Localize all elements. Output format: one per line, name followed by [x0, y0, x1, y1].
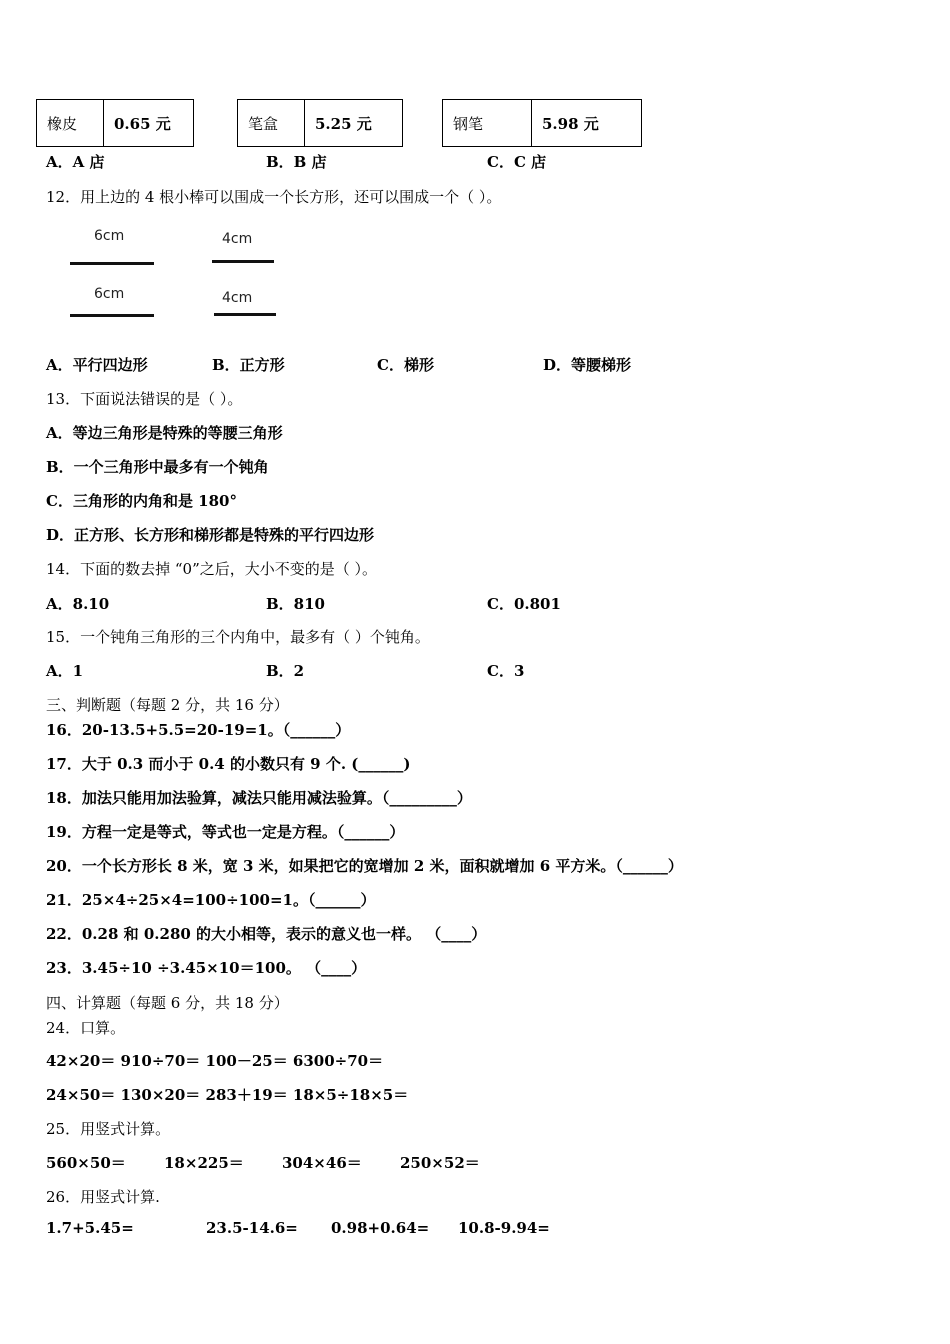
stick-label: 6cm	[94, 286, 125, 302]
stick-4cm	[212, 260, 274, 263]
judge-item-23: 23．3.45÷10 ÷3.45×10＝100。 （____）	[46, 959, 367, 977]
judge-item-16: 16．20-13.5+5.5=20-19=1。（______）	[46, 721, 351, 739]
q13-option-b: B．一个三角形中最多有一个钝角	[46, 458, 269, 476]
q11-option-b: B．B 店	[266, 153, 327, 171]
q26-item: 1.7+5.45=	[46, 1219, 134, 1237]
q15-question: 15．一个钝角三角形的三个内角中，最多有（ ）个钝角。	[46, 628, 430, 646]
judge-item-17: 17．大于 0.3 而小于 0.4 的小数只有 9 个. (______)	[46, 755, 411, 773]
q14-option-a: A．8.10	[46, 595, 110, 613]
q13-option-d: D．正方形、长方形和梯形都是特殊的平行四边形	[46, 526, 375, 544]
judge-item-18: 18．加法只能用加法验算，减法只能用减法验算。（_________）	[46, 789, 472, 807]
price-cell: 5.25 元	[305, 100, 403, 147]
section-heading-3: 三、判断题（每题 2 分，共 16 分）	[46, 696, 289, 714]
q11-option-c: C．C 店	[487, 153, 547, 171]
q12-option-a: A．平行四边形	[46, 356, 148, 374]
price-table-1	[36, 99, 194, 147]
q25-item: 560×50＝	[46, 1154, 126, 1172]
q26-item: 10.8-9.94=	[458, 1219, 550, 1237]
item-cell: 橡皮	[37, 100, 104, 147]
stick-label: 6cm	[94, 228, 125, 244]
q14-option-c: C．0.801	[487, 595, 561, 613]
q15-option-b: B．2	[266, 662, 305, 680]
q26-item: 23.5-14.6=	[206, 1219, 298, 1237]
q25-question: 25．用竖式计算。	[46, 1120, 171, 1138]
q24-row-2: 24×50＝ 130×20＝ 283＋19＝ 18×5÷18×5＝	[46, 1086, 409, 1104]
q25-item: 250×52＝	[400, 1154, 480, 1172]
price-table-3	[442, 99, 642, 147]
q25-item: 304×46＝	[282, 1154, 362, 1172]
judge-item-22: 22．0.28 和 0.280 的大小相等，表示的意义也一样。 （____）	[46, 925, 487, 943]
stick-6cm	[70, 262, 154, 265]
q15-option-c: C．3	[487, 662, 525, 680]
q12-question: 12．用上边的 4 根小棒可以围成一个长方形，还可以围成一个（ ）。	[46, 188, 502, 206]
item-cell: 钢笔	[443, 100, 532, 147]
q12-option-d: D．等腰梯形	[543, 356, 632, 374]
price-table-2	[237, 99, 403, 147]
q13-question: 13．下面说法错误的是（ ）。	[46, 390, 243, 408]
q13-option-a: A．等边三角形是特殊的等腰三角形	[46, 424, 283, 442]
q14-option-b: B．810	[266, 595, 325, 613]
judge-item-19: 19．方程一定是等式，等式也一定是方程。（______）	[46, 823, 405, 841]
section-heading-4: 四、计算题（每题 6 分，共 18 分）	[46, 994, 289, 1012]
q26-question: 26．用竖式计算.	[46, 1188, 160, 1206]
judge-item-21: 21．25×4÷25×4=100÷100=1。（______）	[46, 891, 376, 909]
q15-option-a: A．1	[46, 662, 84, 680]
stick-4cm	[214, 313, 276, 316]
q12-option-b: B．正方形	[212, 356, 285, 374]
q26-item: 0.98+0.64=	[331, 1219, 430, 1237]
q14-question: 14．下面的数去掉 “0”之后，大小不变的是（ ）。	[46, 560, 378, 578]
judge-item-20: 20．一个长方形长 8 米，宽 3 米，如果把它的宽增加 2 米，面积就增加 6 平方米。（______）	[46, 857, 683, 875]
price-cell: 5.98 元	[532, 100, 642, 147]
q12-option-c: C．梯形	[377, 356, 434, 374]
stick-label: 4cm	[222, 290, 253, 306]
price-cell: 0.65 元	[104, 100, 194, 147]
q13-option-c: C．三角形的内角和是 180°	[46, 492, 237, 510]
stick-6cm	[70, 314, 154, 317]
stick-label: 4cm	[222, 231, 253, 247]
q11-option-a: A．A 店	[46, 153, 105, 171]
q25-item: 18×225＝	[164, 1154, 244, 1172]
q24-row-1: 42×20＝ 910÷70＝ 100－25＝ 6300÷70＝	[46, 1052, 384, 1070]
q24-question: 24．口算。	[46, 1019, 126, 1037]
item-cell: 笔盒	[238, 100, 305, 147]
